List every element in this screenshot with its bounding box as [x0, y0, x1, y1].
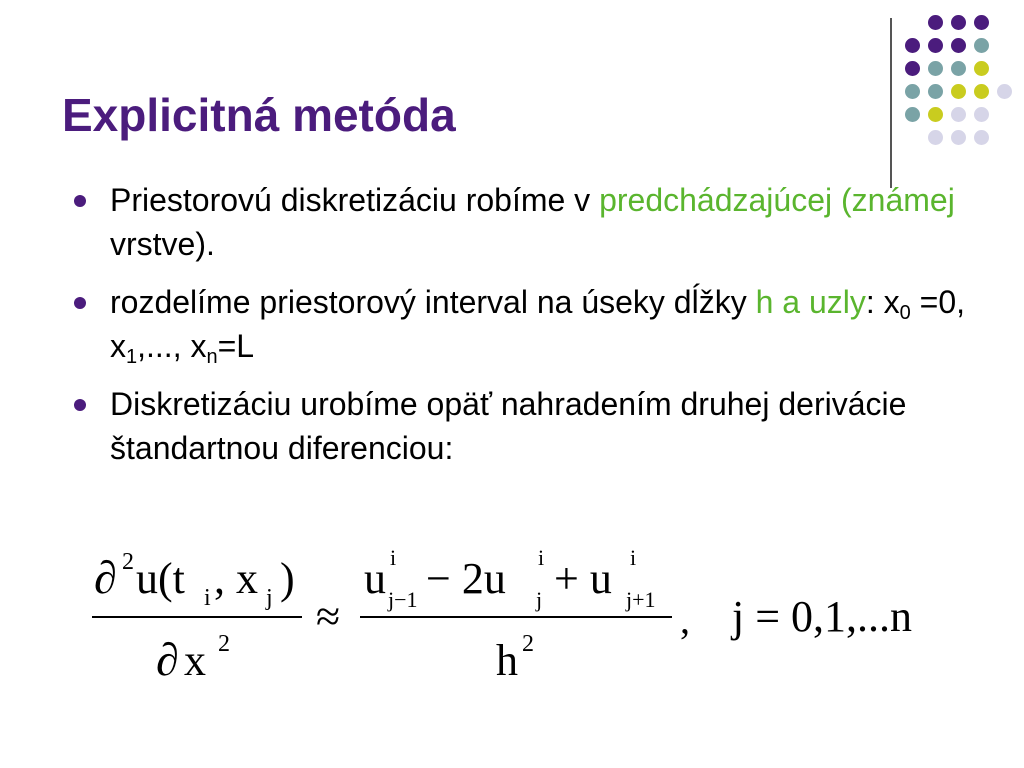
bullet-dot-icon	[74, 195, 86, 207]
subscript: 1	[126, 346, 138, 368]
decorative-dot	[928, 38, 943, 53]
lhs-exponent: 2	[122, 549, 134, 575]
bullet-text: predchádzajúcej (známej	[599, 182, 955, 218]
lhs-close: )	[280, 554, 295, 603]
bullet-text: h a uzly	[755, 284, 866, 320]
lhs-sub-j: j	[266, 585, 273, 611]
rhs-u2-sub: j	[536, 587, 543, 612]
lhs-u-open: u(t	[136, 554, 185, 603]
bullet-text: =0, x	[110, 284, 966, 364]
bullet-item	[72, 178, 972, 266]
decorative-dot	[974, 38, 989, 53]
lhs-den-x: x	[184, 636, 206, 685]
decorative-dot	[928, 61, 943, 76]
bullet-dot-icon	[74, 297, 86, 309]
subscript: n	[206, 346, 218, 368]
bullet-text: vrstve).	[110, 226, 215, 262]
lhs-sub-i: i	[204, 585, 211, 611]
bullet-item	[72, 280, 972, 368]
lhs-den-partial: ∂	[156, 634, 179, 685]
rhs-u2-sup: i	[538, 545, 545, 570]
decorative-dot	[928, 107, 943, 122]
decorative-dot	[905, 84, 920, 99]
decorative-dot	[951, 84, 966, 99]
decorative-dot	[905, 61, 920, 76]
approx-symbol: ≈	[316, 592, 341, 641]
decorative-dot	[905, 107, 920, 122]
rhs-u3-sup: i	[630, 545, 637, 570]
formula-condition: j = 0,1,...n	[732, 592, 913, 641]
bullet-text: =L	[217, 328, 255, 364]
rhs-u1-sub: j−1	[388, 587, 418, 612]
decorative-dot	[951, 107, 966, 122]
bullet-text: rozdelíme priestorový interval na úseky dĺžky	[110, 284, 756, 320]
bullet-list	[72, 178, 972, 484]
rhs-u3-sub: j+1	[626, 587, 656, 612]
rhs-u1: u	[364, 554, 386, 603]
decorative-dot	[951, 130, 966, 145]
rhs-plus-u: + u	[554, 554, 612, 603]
decorative-dot	[928, 84, 943, 99]
decorative-dot	[974, 107, 989, 122]
lhs-den-exp: 2	[218, 631, 230, 657]
decorative-dot	[974, 15, 989, 30]
rhs-den-exp: 2	[522, 631, 534, 657]
rhs-minus-2u: − 2u	[426, 554, 506, 603]
bullet-text: ,..., x	[137, 328, 207, 364]
slide-title: Explicitná metóda	[62, 89, 456, 141]
decorative-dot	[951, 61, 966, 76]
decorative-dot	[974, 84, 989, 99]
lhs-partial-symbol: ∂	[94, 552, 117, 603]
bullet-text: Diskretizáciu urobíme opäť nahradením druhej derivácie štandartnou diferenciou:	[110, 386, 907, 466]
difference-formula	[80, 535, 960, 695]
bullet-item	[72, 382, 972, 470]
decorative-dot	[951, 38, 966, 53]
decorative-dot	[974, 61, 989, 76]
rhs-den-h: h	[496, 636, 518, 685]
bullet-text: : x	[865, 284, 900, 320]
lhs-comma-x: , x	[214, 554, 258, 603]
formula-comma: ,	[680, 597, 690, 642]
decorative-dot	[928, 130, 943, 145]
divider-line	[890, 18, 892, 188]
decorative-dot	[951, 15, 966, 30]
decorative-dot	[974, 130, 989, 145]
decorative-dot	[928, 15, 943, 30]
bullet-dot-icon	[74, 399, 86, 411]
decorative-dot	[905, 38, 920, 53]
rhs-u1-sup: i	[390, 545, 397, 570]
bullet-text: Priestorovú diskretizáciu robíme v	[110, 182, 600, 218]
subscript: 0	[899, 302, 911, 324]
decorative-dot	[997, 84, 1012, 99]
